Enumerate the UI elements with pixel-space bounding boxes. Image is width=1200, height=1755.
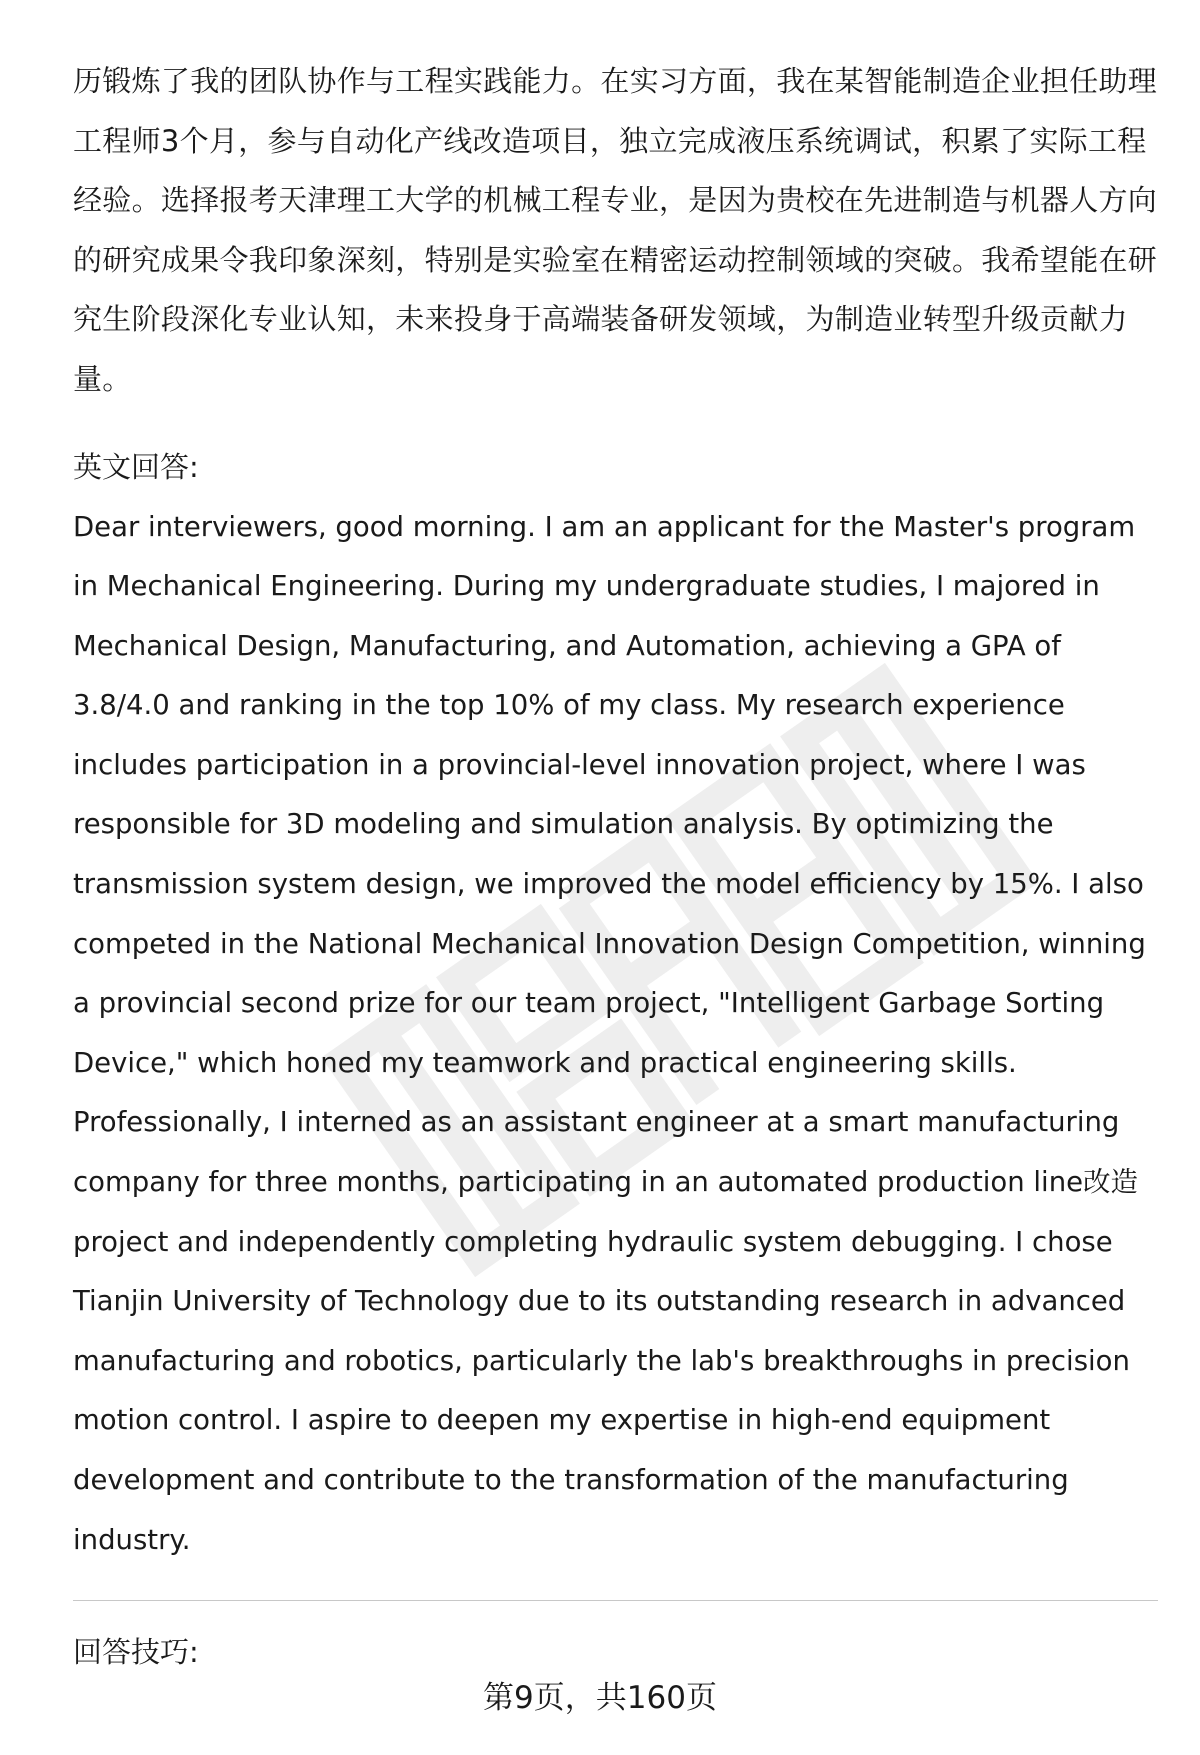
answer-tips-heading: 回答技巧: [73,1635,199,1669]
chinese-answer-continuation: 历锻炼了我的团队协作与工程实践能力。在实习方面，我在某智能制造企业担任助理工程师3个月，参与自动化产线改造项目，独立完成液压系统调试，积累了实际工程经验。选择报考天津理工大学的机械工程专业，是因为贵校在先进制造与机器人方向的研究成果令我印象深刻，特别是实验室在精密运动控制领域的突破。我希望能在研究生阶段深化专业认知，未来投身于高端装备研发领域，为制造业转型升级贡献力量。 [73,64,1158,396]
english-answer-heading: 英文回答: [73,450,199,484]
section-divider [73,1600,1158,1601]
page-content [73,52,1158,1570]
page-number: 第9页，共160页 [483,1680,717,1716]
english-answer-text: Dear interviewers, good morning. I am an applicant for the Master's program in Mechanical Engineering. During my undergraduate studies, I majored in Mechanical Design, Manufacturing, and Automation, achieving a GPA of 3.8/4.0 and ranking in the top 10% of my class. My research experience includes participation in a provincial-level innovation project, where I was responsible for 3D modeling and simulation analysis. By optimizing the transmission system design, we improved the model efficiency by 15%. I also competed in the National Mechanical Innovation Design Competition, winning a provincial second prize for our team project, "Intelligent Garbage Sorting Device," which honed my teamwork and practical engineering skills. Professionally, I interned as an assistant engineer at a smart manufacturing company for three months, participating in an automated production line改造 project and independently completing hydraulic system debugging. I chose Tianjin University of Technology due to its outstanding research in advanced manufacturing and robotics, particularly the lab's breakthroughs in precision motion control. I aspire to deepen my expertise in high-end equipment development and contribute to the transformation of the manufacturing industry. [73,510,1146,1556]
